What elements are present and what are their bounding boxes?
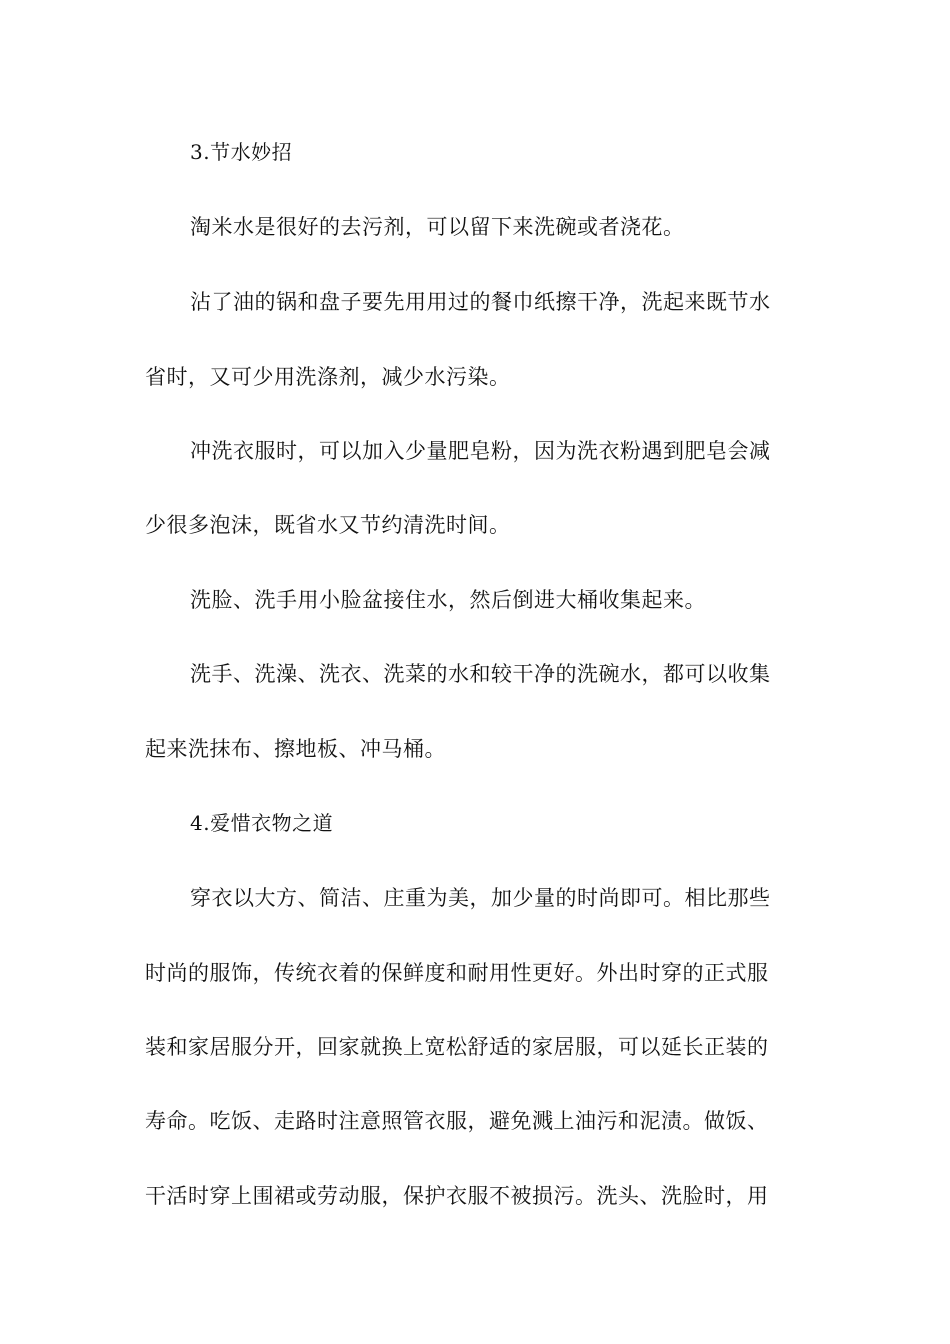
paragraph-line: 淘米水是很好的去污剂，可以留下来洗碗或者浇花。: [190, 215, 685, 239]
paragraph-line: 寿命。吃饭、走路时注意照管衣服，避免溅上油污和泥渍。做饭、: [145, 1109, 769, 1133]
paragraph-line: 装和家居服分开，回家就换上宽松舒适的家居服，可以延长正装的: [145, 1035, 769, 1059]
paragraph-line: 洗脸、洗手用小脸盆接住水，然后倒进大桶收集起来。: [190, 588, 706, 612]
paragraph-line: 少很多泡沫，既省水又节约清洗时间。: [145, 513, 511, 537]
paragraph-line: 冲洗衣服时，可以加入少量肥皂粉，因为洗衣粉遇到肥皂会减: [190, 439, 771, 463]
paragraph-line: 沾了油的锅和盘子要先用用过的餐巾纸擦干净，洗起来既节水: [190, 290, 771, 314]
section-3-heading: 3.节水妙招: [190, 140, 293, 164]
paragraph-line: 干活时穿上围裙或劳动服，保护衣服不被损污。洗头、洗脸时，用: [145, 1184, 769, 1208]
paragraph-line: 洗手、洗澡、洗衣、洗菜的水和较干净的洗碗水，都可以收集: [190, 662, 771, 686]
paragraph-line: 穿衣以大方、简洁、庄重为美，加少量的时尚即可。相比那些: [190, 886, 771, 910]
paragraph-line: 省时，又可少用洗涤剂，减少水污染。: [145, 365, 511, 389]
section-4-heading: 4.爱惜衣物之道: [190, 811, 334, 835]
paragraph-line: 起来洗抹布、擦地板、冲马桶。: [145, 737, 446, 761]
paragraph-line: 时尚的服饰，传统衣着的保鲜度和耐用性更好。外出时穿的正式服: [145, 961, 769, 985]
